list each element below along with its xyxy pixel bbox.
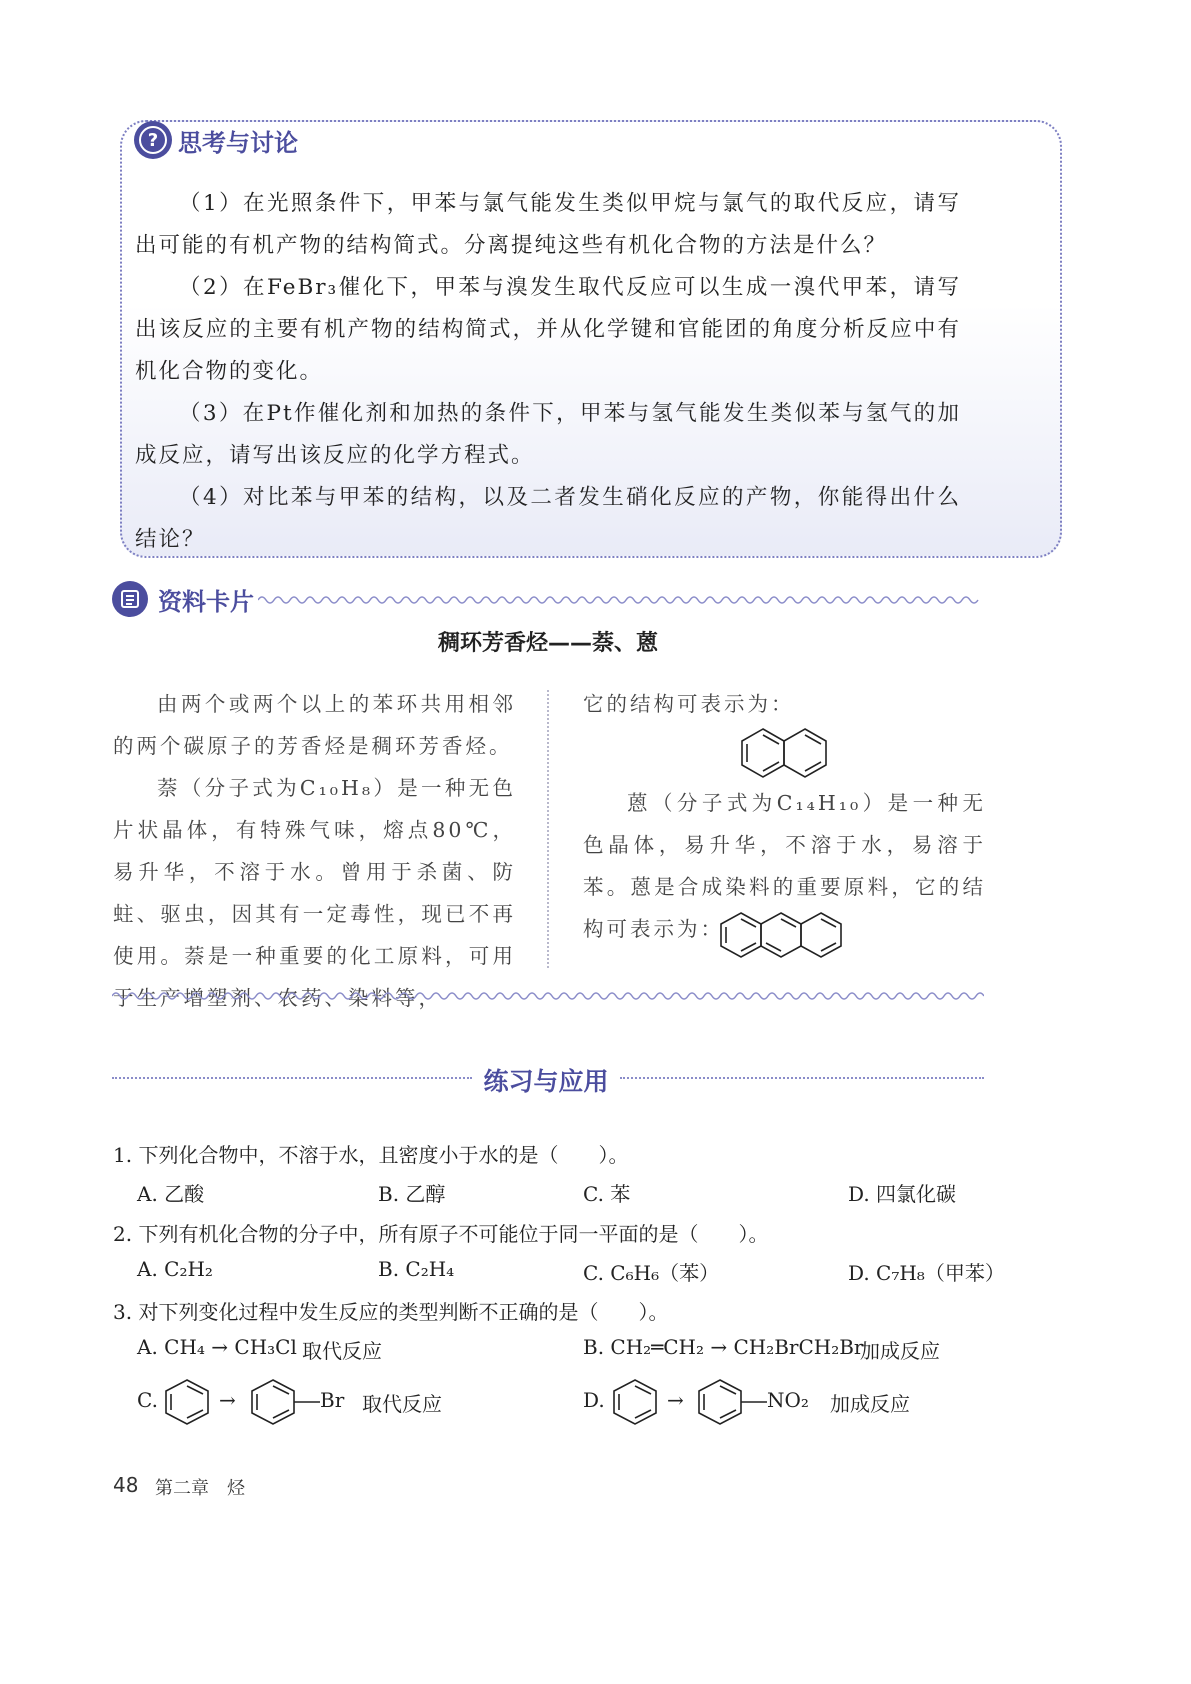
exercise-rule-right	[620, 1077, 984, 1079]
info-right-column	[583, 683, 986, 725]
question-1-option-a[interactable]: A. 乙酸	[137, 1182, 205, 1206]
question-icon	[134, 121, 172, 159]
question-3-option-b-type: 加成反应	[860, 1339, 940, 1363]
info-right-paragraph-2: 蒽（分子式为C₁₄H₁₀）是一种无色晶体，易升华，不溶于水，易溶于苯。蒽是合成染料的重要原料，它的结构可表示为：	[583, 791, 986, 941]
exercise-title: 练习与应用	[483, 1067, 609, 1096]
bromobenzene-ring-icon	[248, 1378, 320, 1426]
info-left-column	[113, 683, 516, 1019]
question-1-stem: 1. 下列化合物中，不溶于水，且密度小于水的是（ ）。	[113, 1143, 629, 1167]
question-3-option-c-type: 取代反应	[362, 1392, 442, 1416]
question-3-option-a-formula[interactable]: A. CH₄ → CH₃Cl	[137, 1335, 297, 1359]
question-2-option-c[interactable]: C. C₆H₆（苯）	[583, 1261, 720, 1285]
question-3-option-a-type: 取代反应	[302, 1339, 382, 1363]
discussion-item-3: （3）在Pt作催化剂和加热的条件下，甲苯与氢气能发生类似苯与氢气的加成反应，请写出该反应的化学方程式。	[135, 401, 961, 468]
document-icon	[112, 581, 148, 617]
question-3-option-c-label[interactable]: C.	[137, 1388, 158, 1412]
svg-text:?: ?	[147, 130, 159, 151]
wave-divider-bottom	[112, 990, 984, 1002]
page-number: 48	[113, 1473, 139, 1497]
anthracene-structure	[719, 910, 847, 960]
discussion-items	[135, 183, 961, 561]
question-3-option-d-type: 加成反应	[830, 1392, 910, 1416]
discussion-item-1: （1）在光照条件下，甲苯与氯气能发生类似甲烷与氯气的取代反应，请写出可能的有机产物的结构简式。分离提纯这些有机化合物的方法是什么？	[135, 191, 961, 258]
arrow-icon-2: →	[667, 1388, 684, 1412]
benzene-ring-icon-2	[610, 1378, 660, 1426]
discussion-header	[134, 121, 298, 159]
discussion-item-4: （4）对比苯与甲苯的结构，以及二者发生硝化反应的产物，你能得出什么结论？	[135, 485, 961, 552]
arrow-icon: →	[219, 1388, 236, 1412]
question-1-option-c[interactable]: C. 苯	[583, 1182, 631, 1206]
question-3-stem: 3. 对下列变化过程中发生反应的类型判断不正确的是（ ）。	[113, 1300, 669, 1324]
info-card-title: 资料卡片	[158, 587, 254, 616]
info-left-paragraph-1: 由两个或两个以上的苯环共用相邻的两个碳原子的芳香烃是稠环芳香烃。	[113, 692, 516, 758]
question-2-option-b[interactable]: B. C₂H₄	[378, 1257, 455, 1281]
question-1-option-b[interactable]: B. 乙醇	[378, 1182, 446, 1206]
column-divider	[547, 690, 549, 968]
info-left-paragraph-2: 萘（分子式为C₁₀H₈）是一种无色片状晶体，有特殊气味，熔点80℃，易升华，不溶于水。曾用于杀菌、防蛀、驱虫，因其有一定毒性，现已不再使用。萘是一种重要的化工原料，可用于生产增塑剂、农药、染料等，	[113, 776, 516, 1010]
info-card-header	[112, 581, 254, 617]
nitrobenzene-ring-icon	[695, 1378, 767, 1426]
info-card-heading: 稠环芳香烃——萘、蒽	[437, 631, 658, 656]
benzene-ring-icon	[162, 1378, 212, 1426]
question-2-option-a[interactable]: A. C₂H₂	[137, 1257, 213, 1281]
bromo-group-label: Br	[320, 1388, 345, 1412]
question-3-option-b-formula[interactable]: B. CH₂═CH₂ → CH₂BrCH₂Br	[583, 1335, 864, 1359]
nitro-group-label: NO₂	[767, 1388, 809, 1412]
question-1-option-d[interactable]: D. 四氯化碳	[848, 1182, 957, 1206]
question-2-option-d[interactable]: D. C₇H₈（甲苯）	[848, 1261, 1005, 1285]
exercise-rule-left	[112, 1077, 472, 1079]
info-right-paragraph-1: 它的结构可表示为：	[583, 692, 795, 716]
wave-divider-top	[258, 594, 984, 606]
discussion-item-2: （2）在FeBr₃催化下，甲苯与溴发生取代反应可以生成一溴代甲苯，请写出该反应的主要有机产物的结构简式，并从化学键和官能团的角度分析反应中有机化合物的变化。	[135, 275, 961, 384]
question-3-option-d-label[interactable]: D.	[583, 1388, 605, 1412]
naphthalene-structure	[741, 726, 831, 780]
discussion-title: 思考与讨论	[178, 128, 298, 157]
question-2-stem: 2. 下列有机化合物的分子中，所有原子不可能位于同一平面的是（ ）。	[113, 1222, 769, 1246]
chapter-label: 第二章 烃	[155, 1478, 245, 1499]
